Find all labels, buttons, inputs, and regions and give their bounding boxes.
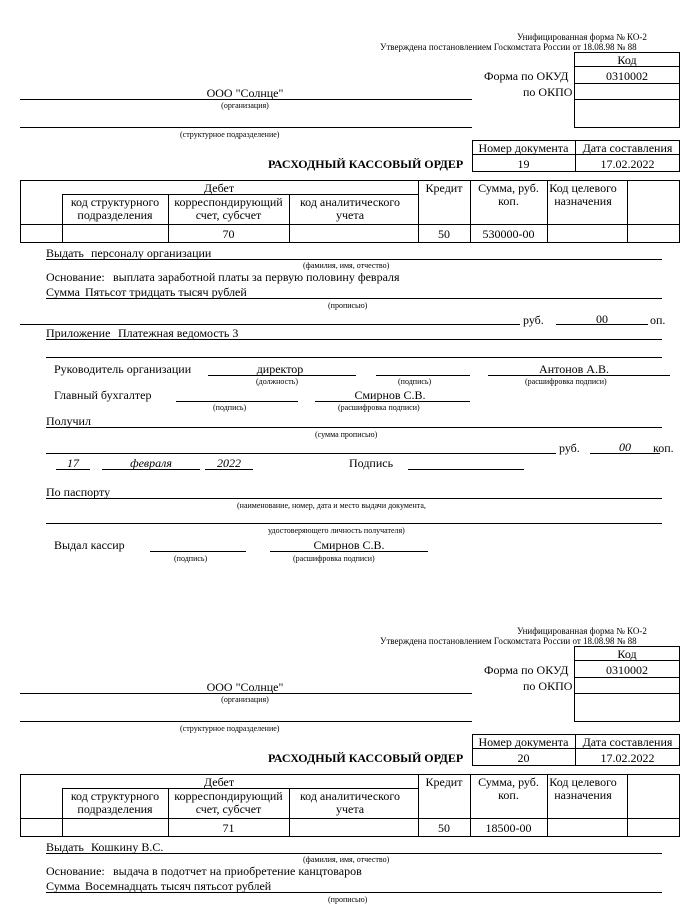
col-sum: Сумма, руб. коп.	[478, 775, 539, 802]
sum-label: Сумма	[46, 879, 80, 893]
col-corr: корреспондирующий счет, субсчет	[174, 789, 283, 816]
cash-order-2	[0, 594, 687, 913]
okud-label: Форма по ОКУД	[484, 69, 569, 83]
kop-value: 00	[596, 312, 608, 326]
doc-number-label: Номер документа	[478, 735, 569, 749]
cashier-label: Выдал кассир	[54, 538, 125, 552]
form-name: Унифицированная форма № КО-2	[517, 626, 647, 636]
row-credit: 50	[438, 227, 450, 241]
kop-label: оп.	[650, 313, 666, 327]
cashier-name: Смирнов С.В.	[313, 538, 385, 552]
okud-label: Форма по ОКУД	[484, 663, 569, 677]
signature-label: Подпись	[349, 456, 394, 470]
date-month: февраля	[130, 456, 172, 470]
head-decoding-caption: (расшифровка подписи)	[525, 377, 607, 386]
document-title: РАСХОДНЫЙ КАССОВЫЙ ОРДЕР	[268, 751, 464, 765]
received-label: Получил	[46, 414, 91, 428]
debit-label: Дебет	[203, 775, 235, 789]
doc-date-label: Дата составления	[582, 735, 673, 749]
attachment-text: Платежная ведомость 3	[118, 326, 239, 340]
col-struct: код структурного подразделения	[70, 789, 160, 816]
row-corr: 70	[222, 227, 235, 241]
basis-text: выплата заработной платы за первую половину февраля	[113, 270, 400, 284]
accountant-sign-caption: (подпись)	[213, 403, 247, 412]
department-caption: (структурное подразделение)	[180, 130, 280, 139]
issue-to: Кошкину В.С.	[91, 840, 164, 854]
organization-name: ООО "Солнце"	[206, 680, 284, 694]
doc-number: 20	[517, 751, 530, 765]
head-position: директор	[256, 362, 304, 376]
approved-line: Утверждена постановлением Госкомстата России от 18.08.98 № 88	[380, 636, 637, 646]
head-name: Антонов А.В.	[539, 362, 609, 376]
row-corr: 71	[222, 821, 235, 835]
okud-value: 0310002	[606, 69, 648, 83]
sum-caption: (прописью)	[328, 895, 368, 904]
issue-to: персоналу организации	[91, 246, 212, 260]
col-sum: Сумма, руб. коп.	[478, 181, 539, 208]
col-target: Код целевого назначения	[549, 181, 617, 208]
okpo-label: по ОКПО	[523, 85, 573, 99]
date-year: 2022	[217, 456, 241, 470]
col-struct: код структурного подразделения	[70, 195, 160, 222]
department-caption: (структурное подразделение)	[180, 724, 280, 733]
accountant-name: Смирнов С.В.	[354, 388, 426, 402]
sum-words: Восемнадцать тысяч пятьсот рублей	[85, 879, 272, 893]
rub-label: руб.	[523, 313, 544, 327]
cashier-decoding-caption: (расшифровка подписи)	[293, 554, 375, 563]
basis-label: Основание:	[46, 270, 105, 284]
col-corr: корреспондирующий счет, субсчет	[174, 195, 283, 222]
organization-caption: (организация)	[221, 695, 269, 704]
issue-label: Выдать	[46, 840, 84, 854]
form-name: Унифицированная форма № КО-2	[517, 32, 647, 42]
head-label: Руководитель организации	[54, 362, 192, 376]
code-label: Код	[617, 647, 637, 661]
row-sum: 18500-00	[485, 821, 532, 835]
cashier-sign-caption: (подпись)	[174, 554, 208, 563]
row-credit: 50	[438, 821, 450, 835]
accountant-decoding-caption: (расшифровка подписи)	[338, 403, 420, 412]
approved-line: Утверждена постановлением Госкомстата России от 18.08.98 № 88	[380, 42, 637, 52]
organization-name: ООО "Солнце"	[206, 86, 284, 100]
sum-caption: (прописью)	[328, 301, 368, 310]
organization-caption: (организация)	[221, 101, 269, 110]
code-label: Код	[617, 53, 637, 67]
issue-caption: (фамилия, имя, отчество)	[303, 855, 390, 864]
head-sign-caption: (подпись)	[398, 377, 432, 386]
date-day: 17	[67, 456, 79, 470]
basis-text: выдача в подотчет на приобретение канцтоваров	[113, 864, 362, 878]
basis-label: Основание:	[46, 864, 105, 878]
col-credit: Кредит	[425, 181, 463, 195]
issue-caption: (фамилия, имя, отчество)	[303, 261, 390, 270]
accountant-label: Главный бухгалтер	[54, 388, 152, 402]
doc-date: 17.02.2022	[600, 751, 655, 765]
col-target: Код целевого назначения	[549, 775, 617, 802]
debit-label: Дебет	[203, 181, 235, 195]
col-analyt: код аналитического учета	[299, 195, 401, 222]
kop2-label: коп.	[653, 441, 674, 455]
col-analyt: код аналитического учета	[299, 789, 401, 816]
okud-value: 0310002	[606, 663, 648, 677]
received-caption: (сумма прописью)	[315, 430, 378, 439]
doc-date: 17.02.2022	[600, 157, 655, 171]
attachment-label: Приложение	[46, 326, 111, 340]
sum-label: Сумма	[46, 285, 80, 299]
doc-number-label: Номер документа	[478, 141, 569, 155]
issue-label: Выдать	[46, 246, 84, 260]
doc-date-label: Дата составления	[582, 141, 673, 155]
passport-label: По паспорту	[46, 485, 111, 499]
row-sum: 530000-00	[482, 227, 535, 241]
passport-caption-2: удостоверяющего личность получателя)	[268, 526, 405, 535]
col-credit: Кредит	[425, 775, 463, 789]
position-caption: (должность)	[256, 377, 298, 386]
document-title: РАСХОДНЫЙ КАССОВЫЙ ОРДЕР	[268, 157, 464, 171]
kop2-value: 00	[619, 440, 631, 454]
doc-number: 19	[517, 157, 530, 171]
okpo-label: по ОКПО	[523, 679, 573, 693]
sum-words: Пятьсот тридцать тысяч рублей	[85, 285, 247, 299]
passport-caption: (наименование, номер, дата и место выдачи документа,	[237, 501, 426, 510]
rub2-label: руб.	[559, 441, 580, 455]
